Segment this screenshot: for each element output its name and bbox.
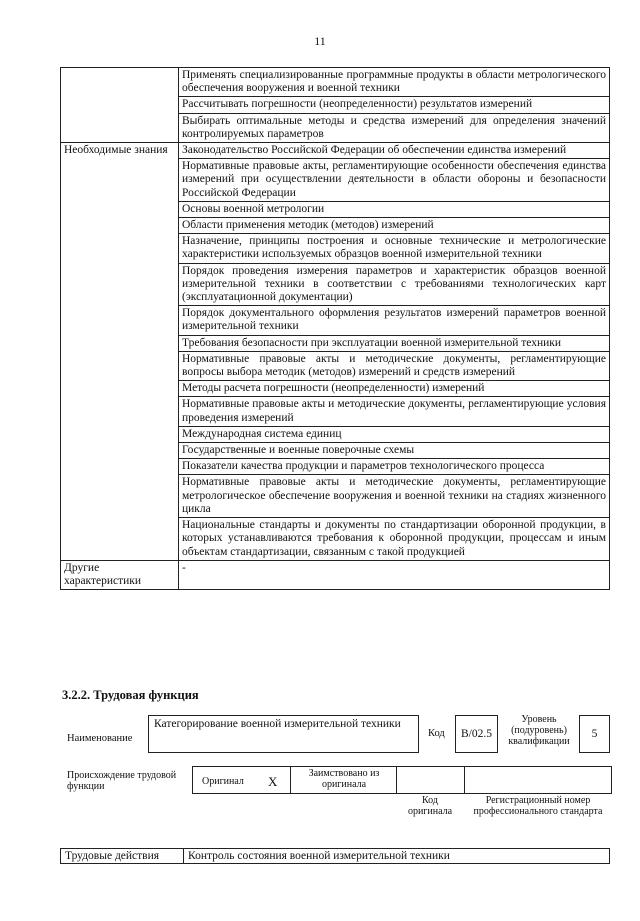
original-label: Оригинал [202,776,244,787]
table-row [61,143,610,159]
row-text: Показатели качества продукции и параметров технологического процесса [179,459,610,475]
row-text: Основы военной метрологии [179,201,610,217]
section-heading: 3.2.2. Трудовая функция [62,688,199,702]
row-text: Выбирать оптимальные методы и средства измерений для определения значений контролируемых параметров [179,113,610,142]
row-text: Нормативные правовые акты и методические документы, регламентирующие метрологическое обеспечение вооружения и военной техники на стадиях жизненного цикла [179,475,610,518]
row-text: Нормативные правовые акты, регламентирующие особенности обеспечения единства измерений при осуществлении деятельности в области обороны и безопасности Российской Федерации [179,159,610,202]
actions-label: Трудовые действия [61,849,184,864]
code-original-label: Код оригинала [407,795,453,817]
row-label: Необходимые знания [61,143,179,561]
reg-number-label: Регистрационный номер профессионального стандарта [473,795,603,817]
function-name-value: Категорирование военной измерительной техники [154,718,401,730]
page-number: 11 [314,34,326,48]
row-text: Нормативные правовые акты и методические документы, регламентирующие условия проведения измерений [179,397,610,426]
borrowed-label: Заимствовано из оригинала [308,768,380,790]
row-text: Области применения методик (методов) измерений [179,218,610,234]
code-label: Код [428,728,445,739]
row-text: Применять специализированные программные продукты в области метрологического обеспечения вооружения и военной техники [179,68,610,97]
table-row [61,560,610,589]
row-text: Требования безопасности при эксплуатации военной измерительной техники [179,335,610,351]
actions-table [60,848,610,864]
requirements-body [61,68,610,590]
row-text: Международная система единиц [179,426,610,442]
original-mark: X [268,774,278,789]
level-label: Уровень (подуровень) квалификации [508,714,570,747]
row-text: Национальные стандарты и документы по стандартизации оборонной продукции, в которых устанавливаются требования к оборонной продукции, процессам и иным объектам стандартизации, связанным с такой продукцией [179,518,610,561]
row-text: Порядок документального оформления результатов измерений параметров военной измерительной техники [179,306,610,335]
row-text: Нормативные правовые акты и методические документы, регламентирующие вопросы выбора методик (методов) измерений и средств измерений [179,351,610,380]
level-value: 5 [591,728,598,740]
origin-label: Происхождение трудовой функции [67,770,177,792]
origin-box [192,766,612,794]
name-label: Наименование [67,733,133,744]
code-box [455,715,498,753]
row-label [61,68,179,143]
table-row [61,68,610,97]
row-label: Другие характеристики [61,560,179,589]
origin-divider-2 [396,766,397,794]
row-text: Государственные и военные поверочные схемы [179,443,610,459]
row-text: Методы расчета погрешности (неопределенности) измерений [179,381,610,397]
row-text: - [179,560,610,589]
row-text: Рассчитывать погрешности (неопределенности) результатов измерений [179,97,610,113]
origin-divider-3 [464,766,465,794]
origin-divider-1 [290,766,291,794]
level-box [579,715,610,753]
actions-text: Контроль состояния военной измерительной техники [184,849,610,864]
actions-row [61,849,610,864]
row-text: Порядок проведения измерения параметров и характеристик образцов военной измерительной техники в соответствии с требованиями технологических карт (эксплуатационной документации) [179,263,610,306]
row-text: Назначение, принципы построения и основные технические и метрологические характеристики используемых образцов военной измерительной техники [179,234,610,263]
code-value: B/02.5 [461,728,492,740]
row-text: Законодательство Российской Федерации об обеспечении единства измерений [179,143,610,159]
function-name-box [148,715,419,753]
requirements-table [60,67,610,590]
